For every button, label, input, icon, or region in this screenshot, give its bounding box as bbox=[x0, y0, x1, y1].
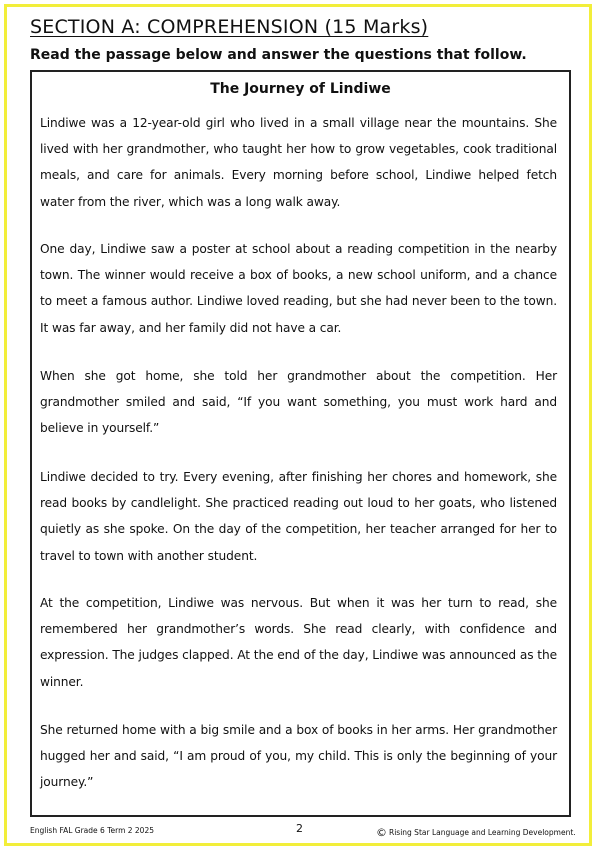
copyright-icon: © bbox=[376, 826, 387, 839]
footer-publisher: Rising Star Language and Learning Development. bbox=[389, 828, 576, 837]
passage-paragraph-6: She returned home with a big smile and a box of books in her arms. Her grandmother hugged her and said, “I am proud of you, my child. This is only the beginning of your journey.” bbox=[40, 723, 557, 790]
instruction-text: Read the passage below and answer the questions that follow. bbox=[30, 47, 527, 63]
footer-course-label: English FAL Grade 6 Term 2 2025 bbox=[30, 826, 154, 835]
passage-paragraph-2: One day, Lindiwe saw a poster at school about a reading competition in the nearby town. The winner would receive a box of books, a new school uniform, and a chance to meet a famous author. Lindiwe loved reading, but she had never been to the town. It was far away, and her family did not have a car. bbox=[40, 242, 557, 335]
passage-title: The Journey of Lindiwe bbox=[210, 81, 391, 97]
passage-paragraph-1: Lindiwe was a 12-year-old girl who lived in a small village near the mountains. She lived with her grandmother, who taught her how to grow vegetables, cook traditional meals, and care for animals. Every morning before school, Lindiwe helped fetch water from the river, which was a long walk away. bbox=[40, 116, 557, 209]
page-number: 2 bbox=[296, 822, 303, 835]
passage-box bbox=[30, 70, 571, 817]
section-title: SECTION A: COMPREHENSION (15 Marks) bbox=[30, 16, 429, 38]
passage-paragraph-4: Lindiwe decided to try. Every evening, after finishing her chores and homework, she read books by candlelight. She practiced reading out loud to her goats, who listened quietly as she spoke. On the day of the competition, her teacher arranged for her to travel to town with another student. bbox=[40, 470, 557, 563]
footer-copyright bbox=[376, 826, 576, 839]
passage-paragraph-3: When she got home, she told her grandmother about the competition. Her grandmother smiled and said, “If you want something, you must work hard and believe in yourself.” bbox=[40, 369, 557, 436]
passage-paragraph-5: At the competition, Lindiwe was nervous. But when it was her turn to read, she remembered her grandmother’s words. She read clearly, with confidence and expression. The judges clapped. At the end of the day, Lindiwe was announced as the winner. bbox=[40, 596, 557, 689]
